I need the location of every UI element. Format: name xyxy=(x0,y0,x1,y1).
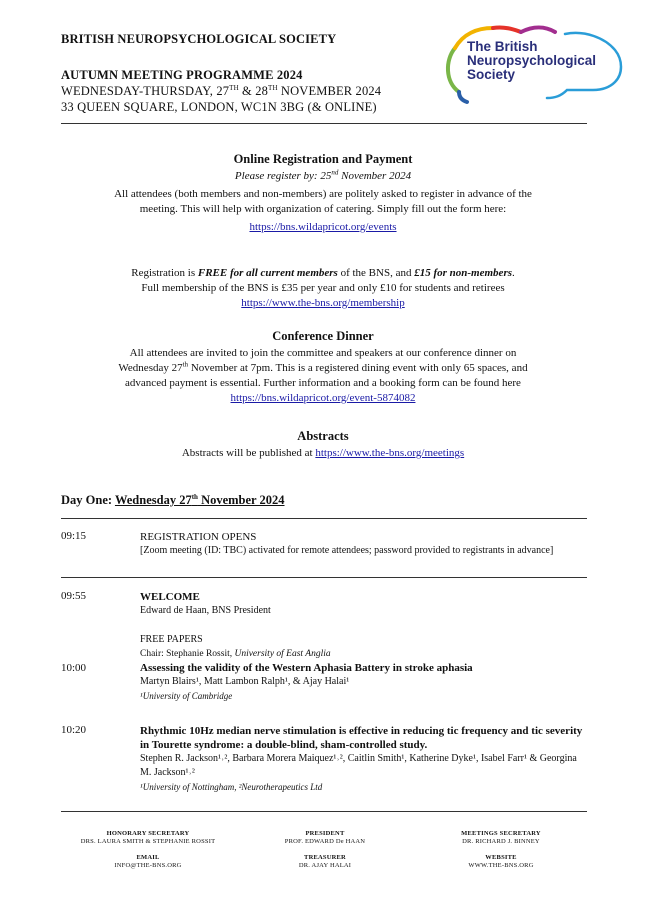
registration-text-1: All attendees (both members and non-members) are politely asked to register in advance of the xyxy=(114,188,532,200)
dinner-section xyxy=(40,327,606,406)
entry-title: REGISTRATION OPENS xyxy=(140,531,257,543)
footer-honorary-secretary xyxy=(68,830,228,870)
footer-value: DR. RICHARD J. BINNEY xyxy=(462,838,540,845)
talk-1020 xyxy=(140,724,588,794)
entry-title: WELCOME xyxy=(140,591,200,603)
membership-link[interactable]: https://www.the-bns.org/membership xyxy=(241,297,405,309)
talk-authors: Martyn Blairs¹, Matt Lambon Ralph¹, & Ajay Halai¹ xyxy=(140,676,350,687)
session-chair: Chair: Stephanie Rossit, University of East Anglia xyxy=(140,649,331,659)
talk-authors: Stephen R. Jackson¹˒², Barbara Morera Maiquez¹˒², Caitlin Smith¹, Katherine Dyke¹, Isabel Farr¹ & Georgina M. Jackson¹˒² xyxy=(140,753,577,778)
dinner-text-1: All attendees are invited to join the committee and speakers at our conference dinner on xyxy=(129,347,517,359)
footer-label: MEETINGS SECRETARY xyxy=(461,830,541,837)
session-title: FREE PAPERS xyxy=(140,634,203,645)
time-1020: 10:20 xyxy=(61,724,87,736)
membership-text: Full membership of the BNS is £35 per year and only £10 for students and retirees xyxy=(141,282,505,294)
abstracts-text: Abstracts will be published at https://www.the-bns.org/meetings xyxy=(181,447,465,459)
talk-1000 xyxy=(140,661,590,703)
footer-value: DR. AJAY HALAI xyxy=(298,862,352,869)
society-name: BRITISH NEUROPSYCHOLOGICAL SOCIETY xyxy=(61,32,337,46)
registration-section xyxy=(40,150,606,235)
zoom-note: [Zoom meeting (ID: TBC) activated for remote attendees; password provided to registrants in advance] xyxy=(140,545,554,556)
abstracts-section xyxy=(40,427,606,461)
bns-logo xyxy=(437,20,637,112)
footer-label: WEBSITE xyxy=(485,854,517,861)
logo-line-2: Neuropsychological xyxy=(467,53,597,68)
footer-value: DRS. LAURA SMITH & STEPHANIE ROSSIT xyxy=(80,838,216,845)
footer-website[interactable]: WWW.THE-BNS.ORG xyxy=(468,862,534,869)
footer-meetings-secretary xyxy=(426,830,576,870)
dinner-text-2: Wednesday 27th November at 7pm. This is a registered dining event with only 65 spaces, and xyxy=(118,360,528,374)
meeting-venue: 33 QUEEN SQUARE, LONDON, WC1N 3BG (& ONLINE) xyxy=(61,100,377,114)
footer-divider xyxy=(61,811,587,812)
registration-text-2: meeting. This will help with organization of catering. Simply fill out the form here: xyxy=(139,203,507,215)
footer-label: TREASURER xyxy=(304,854,346,861)
dinner-title: Conference Dinner xyxy=(272,329,374,343)
abstracts-link[interactable]: https://www.the-bns.org/meetings xyxy=(315,447,465,459)
meeting-dates: WEDNESDAY-THURSDAY, 27TH & 28TH NOVEMBER 2024 xyxy=(61,83,382,98)
talk-title: Rhythmic 10Hz median nerve stimulation is effective in reducing tic frequency and tic severity in Tourette syndrome: a double-blind, sham-controlled study. xyxy=(140,725,583,751)
registration-title: Online Registration and Payment xyxy=(233,152,413,166)
footer-label: PRESIDENT xyxy=(305,830,345,837)
dinner-text-3: advanced payment is essential. Further information and a booking form can be found here xyxy=(125,377,521,389)
footer-president xyxy=(250,830,400,870)
registration-deadline: Please register by: 25nd November 2024 xyxy=(234,168,412,182)
registration-opens-entry xyxy=(140,530,590,558)
entry-speaker: Edward de Haan, BNS President xyxy=(140,605,271,616)
talk-affiliation: ¹University of Cambridge xyxy=(140,691,233,701)
schedule-top-divider xyxy=(61,518,587,519)
footer-value: PROF. EDWARD De HAAN xyxy=(284,838,366,845)
header-divider xyxy=(61,123,587,124)
welcome-entry xyxy=(140,590,590,618)
talk-title: Assessing the validity of the Western Aphasia Battery in stroke aphasia xyxy=(140,662,473,674)
footer-label: HONORARY SECRETARY xyxy=(106,830,190,837)
fees-section xyxy=(40,266,606,311)
abstracts-title: Abstracts xyxy=(297,429,349,443)
logo-line-3: Society xyxy=(467,67,516,82)
dinner-link[interactable]: https://bns.wildapricot.org/event-5874082 xyxy=(230,392,416,404)
time-1000: 10:00 xyxy=(61,662,87,674)
registration-link[interactable]: https://bns.wildapricot.org/events xyxy=(249,221,397,233)
time-0915: 09:15 xyxy=(61,530,87,542)
footer-label: EMAIL xyxy=(136,854,160,861)
logo-line-1: The British xyxy=(467,39,538,54)
free-papers-session xyxy=(140,633,590,661)
talk-affiliation: ¹University of Nottingham, ²Neurotherapeutics Ltd xyxy=(140,782,323,792)
time-0955: 09:55 xyxy=(61,590,87,602)
day-one-heading: Day One: Wednesday 27th November 2024 xyxy=(61,492,285,507)
programme-title: AUTUMN MEETING PROGRAMME 2024 xyxy=(61,68,303,82)
footer-email[interactable]: INFO@THE-BNS.ORG xyxy=(114,862,182,869)
fees-text: Registration is FREE for all current members of the BNS, and £15 for non-members. xyxy=(131,267,515,279)
schedule-divider xyxy=(61,577,587,578)
